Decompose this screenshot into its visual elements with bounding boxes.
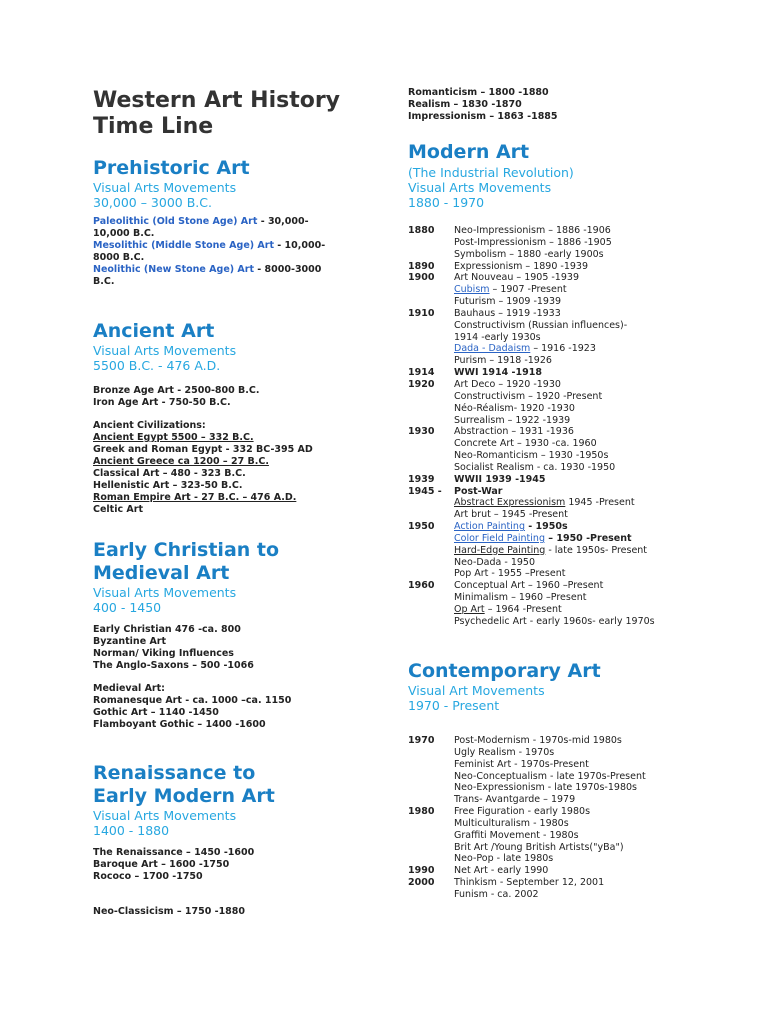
- timeline-label: Socialist Realism - ca. 1930 -1950: [454, 461, 616, 473]
- timeline-label: Concrete Art – 1930 -ca. 1960: [454, 438, 597, 450]
- list-item: Classical Art – 480 - 323 B.C.: [93, 468, 246, 479]
- timeline-text: [454, 877, 604, 889]
- timeline-year: 1900: [408, 272, 435, 284]
- timeline-label: Constructivism (Russian influences)-: [454, 319, 628, 331]
- timeline-row: [408, 889, 708, 901]
- timeline-label: Conceptual Art – 1960 –Present: [454, 580, 604, 592]
- timeline-text: [454, 865, 548, 877]
- list-item: Neolithic (New Stone Age) Art - 8000-3000: [93, 264, 322, 275]
- timeline-text: [454, 225, 611, 237]
- timeline-text: [454, 735, 622, 747]
- timeline-row: [408, 355, 708, 367]
- timeline-year: 1980: [408, 806, 435, 818]
- list-item: Romanticism – 1800 -1880: [408, 87, 549, 98]
- timeline-row: [408, 580, 708, 592]
- list-item: Baroque Art – 1600 -1750: [93, 859, 230, 870]
- timeline-year: 1880: [408, 225, 435, 236]
- timeline-label: Neo-Expressionism - late 1970s-1980s: [454, 782, 637, 794]
- timeline-text: [454, 616, 655, 628]
- list-item: Neo-Classicism – 1750 -1880: [93, 906, 246, 917]
- timeline-text: [454, 320, 627, 332]
- date-range: 1970 - Present: [408, 698, 500, 713]
- timeline-row: [408, 533, 708, 545]
- timeline-label: WWII 1939 -1945: [454, 473, 546, 485]
- timeline-text: [454, 486, 502, 498]
- timeline-label: Brit Art /Young British Artists("yBa"): [454, 841, 624, 853]
- mesolithic-link[interactable]: Mesolithic (Middle Stone Age) Art: [93, 240, 274, 251]
- timeline-row: [408, 284, 708, 296]
- timeline-row: [408, 616, 708, 628]
- timeline-label: - 1950s: [524, 521, 568, 533]
- timeline-text: [454, 403, 575, 415]
- timeline-year: 1970: [408, 735, 435, 746]
- timeline-text: [454, 415, 570, 427]
- timeline-label: Ugly Realism - 1970s: [454, 746, 555, 758]
- list-item[interactable]: Roman Empire Art - 27 B.C. – 476 A.D.: [93, 492, 297, 503]
- timeline-row: [408, 509, 708, 521]
- movement-underlined[interactable]: Op Art: [454, 604, 485, 615]
- timeline-row: [408, 426, 708, 438]
- timeline-label: Pop Art - 1955 –Present: [454, 568, 566, 580]
- list-item: Norman/ Viking Influences: [93, 648, 234, 659]
- timeline-row: [408, 557, 708, 569]
- movement-link[interactable]: Dada - Dadaism: [454, 343, 531, 355]
- list-item: The Renaissance – 1450 -1600: [93, 847, 255, 858]
- timeline-row: [408, 379, 708, 391]
- list-item: Realism – 1830 -1870: [408, 99, 522, 110]
- timeline-label: Bauhaus – 1919 -1933: [454, 307, 561, 319]
- timeline-text: [454, 237, 612, 249]
- timeline-label: – 1964 -Present: [484, 604, 562, 615]
- heading-ancient: Ancient Art: [93, 320, 215, 342]
- contemporary-timeline: [408, 735, 708, 901]
- section-prehistoric: [93, 157, 363, 288]
- timeline-text: [454, 782, 637, 794]
- timeline-label: – 1916 -1923: [530, 343, 596, 355]
- timeline-row: [408, 865, 708, 877]
- list-label: Ancient Civilizations:: [93, 420, 206, 431]
- timeline-label: Purism – 1918 -1926: [454, 355, 552, 367]
- heading-modern: Modern Art: [408, 141, 530, 163]
- medieval-list: [93, 624, 363, 731]
- timeline-label: WWI 1914 -1918: [454, 367, 542, 379]
- timeline-text: [454, 261, 588, 273]
- timeline-row: [408, 794, 708, 806]
- ancient-list: [93, 385, 363, 516]
- timeline-label: Multiculturalism - 1980s: [454, 817, 569, 829]
- timeline-text: [454, 438, 597, 450]
- list-item: Celtic Art: [93, 504, 143, 515]
- timeline-row: [408, 486, 708, 498]
- timeline-label: Abstraction – 1931 -1936: [454, 426, 574, 438]
- timeline-row: [408, 521, 708, 533]
- timeline-text: [454, 379, 561, 391]
- timeline-row: [408, 438, 708, 450]
- timeline-label: Futurism – 1909 -1939: [454, 296, 562, 308]
- timeline-row: [408, 853, 708, 865]
- timeline-text: [454, 889, 539, 901]
- date-range: 400 - 1450: [93, 600, 162, 615]
- timeline-text: [454, 794, 575, 806]
- timeline-text: [454, 284, 567, 296]
- timeline-row: [408, 806, 708, 818]
- timeline-row: [408, 604, 708, 616]
- timeline-text: [454, 592, 586, 604]
- subheading: Visual Arts Movements: [93, 180, 237, 195]
- timeline-label: Net Art - early 1990: [454, 865, 549, 877]
- list-item: Rococo – 1700 -1750: [93, 871, 203, 882]
- timeline-label: Art Nouveau – 1905 -1939: [454, 272, 579, 284]
- timeline-year: 1990: [408, 865, 435, 877]
- section-ancient: [93, 320, 363, 516]
- section-renaissance: [93, 762, 363, 918]
- timeline-label: – 1950 -Present: [544, 532, 632, 544]
- timeline-row: [408, 272, 708, 284]
- timeline-text: [454, 557, 535, 569]
- timeline-text: [454, 462, 615, 474]
- date-range: 30,000 – 3000 B.C.: [93, 195, 212, 210]
- timeline-text: [454, 759, 589, 771]
- subheading: (The Industrial Revolution): [408, 165, 574, 180]
- timeline-label: Minimalism – 1960 –Present: [454, 592, 587, 604]
- timeline-label: Post-Impressionism – 1886 -1905: [454, 236, 612, 248]
- timeline-year: 1920: [408, 378, 435, 390]
- list-item: Paleolithic (Old Stone Age) Art - 30,000-: [93, 216, 309, 227]
- timeline-year: 1914: [408, 367, 435, 379]
- timeline-text: [454, 806, 590, 818]
- list-item-cont: 8000 B.C.: [93, 252, 145, 263]
- timeline-text: [454, 747, 554, 759]
- list-item: Gothic Art – 1140 -1450: [93, 707, 219, 718]
- heading-renaissance-1: Renaissance to: [93, 762, 256, 784]
- neolithic-link[interactable]: Neolithic (New Stone Age) Art: [93, 264, 254, 275]
- timeline-text: [454, 545, 647, 557]
- list-item: Greek and Roman Egypt - 332 BC-395 AD: [93, 444, 313, 455]
- timeline-label: Constructivism – 1920 -Present: [454, 390, 603, 402]
- timeline-label: Graffiti Movement - 1980s: [454, 829, 579, 841]
- timeline-label: Expressionism – 1890 -1939: [454, 260, 589, 272]
- timeline-text: [454, 343, 596, 355]
- list-item: Hellenistic Art – 323-50 B.C.: [93, 480, 243, 491]
- timeline-text: [454, 391, 602, 403]
- list-item: Impressionism – 1863 -1885: [408, 111, 558, 122]
- heading-prehistoric: Prehistoric Art: [93, 157, 250, 179]
- timeline-row: [408, 415, 708, 427]
- timeline-row: [408, 818, 708, 830]
- timeline-text: [454, 580, 603, 592]
- timeline-text: [454, 308, 561, 320]
- timeline-text: [454, 509, 568, 521]
- timeline-label: 1914 -early 1930s: [454, 331, 541, 343]
- timeline-label: Funism - ca. 2002: [454, 888, 539, 900]
- list-label: Medieval Art:: [93, 683, 165, 694]
- timeline-label: Neo-Romanticism – 1930 -1950s: [454, 450, 609, 462]
- list-item-cont: B.C.: [93, 276, 115, 287]
- timeline-label: Post-War: [454, 485, 503, 497]
- timeline-text: [454, 853, 553, 865]
- timeline-label: Neo-Pop - late 1980s: [454, 853, 554, 865]
- subheading: Visual Arts Movements: [408, 180, 552, 195]
- date-range: 1880 - 1970: [408, 195, 485, 210]
- list-item: Flamboyant Gothic – 1400 -1600: [93, 719, 266, 730]
- movement-link[interactable]: Cubism: [454, 284, 490, 296]
- timeline-row: [408, 261, 708, 273]
- timeline-text: [454, 568, 565, 580]
- timeline-label: Néo-Réalism- 1920 -1930: [454, 402, 575, 414]
- timeline-row: [408, 592, 708, 604]
- section-contemporary: [408, 660, 708, 713]
- timeline-label: Neo-Impressionism – 1886 -1906: [454, 225, 611, 236]
- movement-link[interactable]: Action Painting: [454, 521, 525, 533]
- list-item: The Anglo-Saxons – 500 -1066: [93, 660, 254, 671]
- timeline-year: 1910: [408, 307, 435, 319]
- list-item[interactable]: Ancient Greece ca 1200 – 27 B.C.: [93, 456, 269, 467]
- subheading: Visual Arts Movements: [93, 808, 237, 823]
- timeline-row: [408, 296, 708, 308]
- timeline-text: [454, 426, 574, 438]
- list-item: Mesolithic (Middle Stone Age) Art - 10,000-: [93, 240, 326, 251]
- timeline-text: [454, 604, 562, 616]
- modern-timeline: [408, 225, 708, 628]
- timeline-text: [454, 521, 568, 533]
- timeline-row: [408, 320, 708, 332]
- date-range: 1400 - 1880: [93, 823, 170, 838]
- timeline-year: 1945 -: [408, 485, 442, 497]
- section-medieval: [93, 539, 363, 731]
- timeline-row: [408, 249, 708, 261]
- movement-link[interactable]: Color Field Painting: [454, 532, 545, 544]
- timeline-year: 1930: [408, 426, 435, 438]
- list-item: Byzantine Art: [93, 636, 167, 647]
- timeline-label: Psychedelic Art - early 1960s- early 1970s: [454, 615, 655, 627]
- timeline-label: Post-Modernism - 1970s-mid 1980s: [454, 735, 622, 746]
- heading-renaissance-2: Early Modern Art: [93, 785, 275, 807]
- timeline-text: [454, 474, 545, 486]
- timeline-label: 1945 -Present: [565, 497, 635, 509]
- timeline-row: [408, 497, 708, 509]
- timeline-row: [408, 771, 708, 783]
- timeline-row: [408, 474, 708, 486]
- timeline-text: [454, 332, 541, 344]
- timeline-year: 1960: [408, 580, 435, 592]
- timeline-text: [454, 818, 569, 830]
- timeline-year: 1890: [408, 260, 435, 272]
- timeline-text: [454, 296, 561, 308]
- timeline-label: Feminist Art - 1970s-Present: [454, 758, 589, 770]
- timeline-text: [454, 842, 624, 854]
- timeline-year: 1950: [408, 521, 435, 533]
- timeline-row: [408, 450, 708, 462]
- timeline-label: Free Figuration - early 1980s: [454, 806, 591, 818]
- list-item[interactable]: Ancient Egypt 5500 – 332 B.C.: [93, 432, 254, 443]
- timeline-text: [454, 450, 608, 462]
- timeline-label: Neo-Dada - 1950: [454, 556, 536, 568]
- romantic-list: [408, 87, 558, 123]
- timeline-row: [408, 391, 708, 403]
- timeline-row: [408, 568, 708, 580]
- timeline-label: Art Deco – 1920 -1930: [454, 378, 561, 390]
- timeline-label: Neo-Conceptualism - late 1970s-Present: [454, 770, 646, 782]
- timeline-label: Thinkism - September 12, 2001: [454, 877, 605, 889]
- timeline-row: [408, 877, 708, 889]
- paleolithic-link[interactable]: Paleolithic (Old Stone Age) Art: [93, 216, 258, 227]
- section-modern: [408, 141, 708, 210]
- timeline-text: [454, 355, 552, 367]
- timeline-label: Trans- Avantgarde – 1979: [454, 794, 576, 806]
- timeline-text: [454, 272, 579, 284]
- timeline-row: [408, 782, 708, 794]
- list-item-cont: 10,000 B.C.: [93, 228, 155, 239]
- subheading: Visual Art Movements: [408, 683, 545, 698]
- timeline-label: Art brut – 1945 -Present: [454, 509, 568, 521]
- heading-medieval-1: Early Christian to: [93, 539, 280, 561]
- timeline-label: – 1907 -Present: [489, 284, 567, 296]
- timeline-row: [408, 830, 708, 842]
- timeline-text: [454, 830, 579, 842]
- timeline-year: 1939: [408, 473, 435, 485]
- timeline-row: [408, 332, 708, 344]
- timeline-text: [454, 249, 604, 261]
- heading-medieval-2: Medieval Art: [93, 562, 230, 584]
- timeline-row: [408, 735, 708, 747]
- timeline-row: [408, 367, 708, 379]
- timeline-label: Symbolism – 1880 -early 1900s: [454, 248, 604, 260]
- date-range: 5500 B.C. - 476 A.D.: [93, 358, 221, 373]
- list-item: Bronze Age Art - 2500-800 B.C.: [93, 385, 260, 396]
- subheading: Visual Arts Movements: [93, 343, 237, 358]
- timeline-year: 2000: [408, 877, 435, 889]
- list-item: Early Christian 476 -ca. 800: [93, 624, 241, 635]
- timeline-row: [408, 403, 708, 415]
- prehistoric-list: [93, 216, 363, 288]
- timeline-label: Surrealism – 1922 -1939: [454, 414, 571, 426]
- timeline-row: [408, 842, 708, 854]
- timeline-row: [408, 545, 708, 557]
- timeline-text: [454, 497, 635, 509]
- timeline-label: - late 1950s- Present: [545, 544, 648, 556]
- renaissance-list: [93, 847, 363, 918]
- civilizations-list: [93, 432, 363, 516]
- timeline-text: [454, 771, 646, 783]
- movement-underlined[interactable]: Abstract Expressionism: [454, 497, 566, 509]
- timeline-text: [454, 533, 632, 545]
- timeline-row: [408, 343, 708, 355]
- timeline-text: [454, 367, 542, 379]
- timeline-row: [408, 747, 708, 759]
- timeline-row: [408, 759, 708, 771]
- heading-contemporary: Contemporary Art: [408, 660, 601, 682]
- list-item: Romanesque Art - ca. 1000 –ca. 1150: [93, 695, 292, 706]
- timeline-row: [408, 462, 708, 474]
- list-item: Iron Age Art - 750-50 B.C.: [93, 397, 231, 408]
- movement-underlined[interactable]: Hard-Edge Painting: [454, 544, 546, 556]
- timeline-row: [408, 308, 708, 320]
- subheading: Visual Arts Movements: [93, 585, 237, 600]
- timeline-row: [408, 225, 708, 237]
- timeline-row: [408, 237, 708, 249]
- page-title: Western Art History Time Line: [93, 88, 341, 139]
